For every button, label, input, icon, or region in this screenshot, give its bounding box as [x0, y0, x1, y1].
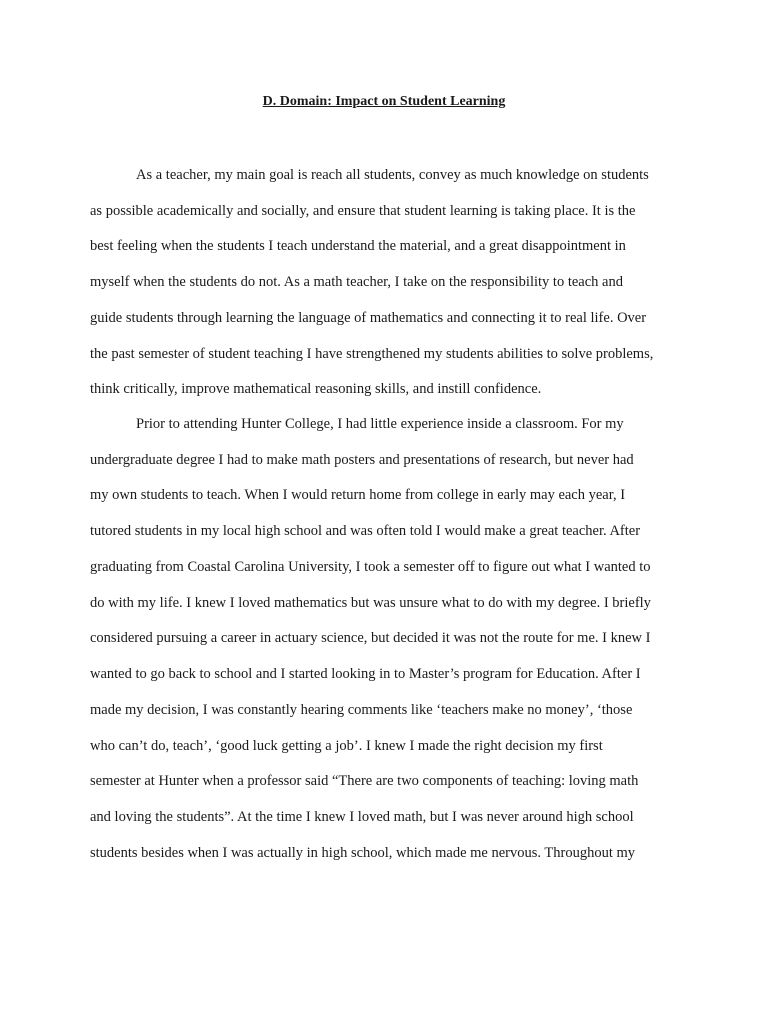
document-title: D. Domain: Impact on Student Learning — [262, 94, 506, 109]
paragraph-1-line-6: the past semester of student teaching I have strengthened my students abilities to solve problems, — [90, 346, 654, 362]
paragraph-2-line-6: do with my life. I knew I loved mathematics but was unsure what to do with my degree. I briefly — [90, 595, 651, 611]
paragraph-1-line-7: think critically, improve mathematical reasoning skills, and instill confidence. — [90, 381, 542, 397]
paragraph-2-line-11: semester at Hunter when a professor said “There are two components of teaching: loving math — [90, 773, 639, 789]
paragraph-2-line-9: made my decision, I was constantly hearing comments like ‘teachers make no money’, ‘those — [90, 702, 633, 718]
paragraph-2-line-7: considered pursuing a career in actuary science, but decided it was not the route for me. I knew I — [90, 630, 651, 646]
paragraph-1-line-2: as possible academically and socially, and ensure that student learning is taking place. It is the — [90, 203, 636, 219]
paragraph-1-line-3: best feeling when the students I teach understand the material, and a great disappointment in — [90, 238, 626, 254]
paragraph-1-line-1: As a teacher, my main goal is reach all students, convey as much knowledge on students — [136, 167, 649, 183]
paragraph-2-line-10: who can’t do, teach’, ‘good luck getting a job’. I knew I made the right decision my first — [90, 738, 603, 754]
paragraph-2-line-8: wanted to go back to school and I started looking in to Master’s program for Education. After I — [90, 666, 641, 682]
paragraph-2-line-12: and loving the students”. At the time I knew I loved math, but I was never around high school — [90, 809, 634, 825]
paragraph-2-line-1: Prior to attending Hunter College, I had little experience inside a classroom. For my — [136, 416, 624, 432]
paragraph-2-line-5: graduating from Coastal Carolina University, I took a semester off to figure out what I wanted to — [90, 559, 651, 575]
paragraph-2-line-3: my own students to teach. When I would return home from college in early may each year, I — [90, 487, 626, 503]
paragraph-2-line-4: tutored students in my local high school and was often told I would make a great teacher. After — [90, 523, 641, 539]
paragraph-1-line-4: myself when the students do not. As a math teacher, I take on the responsibility to teach and — [90, 274, 623, 290]
paragraph-2-line-2: undergraduate degree I had to make math posters and presentations of research, but never had — [90, 452, 634, 468]
paragraph-1-line-5: guide students through learning the language of mathematics and connecting it to real life. Over — [90, 310, 647, 326]
paragraph-2-line-13: students besides when I was actually in high school, which made me nervous. Throughout my — [90, 845, 635, 861]
